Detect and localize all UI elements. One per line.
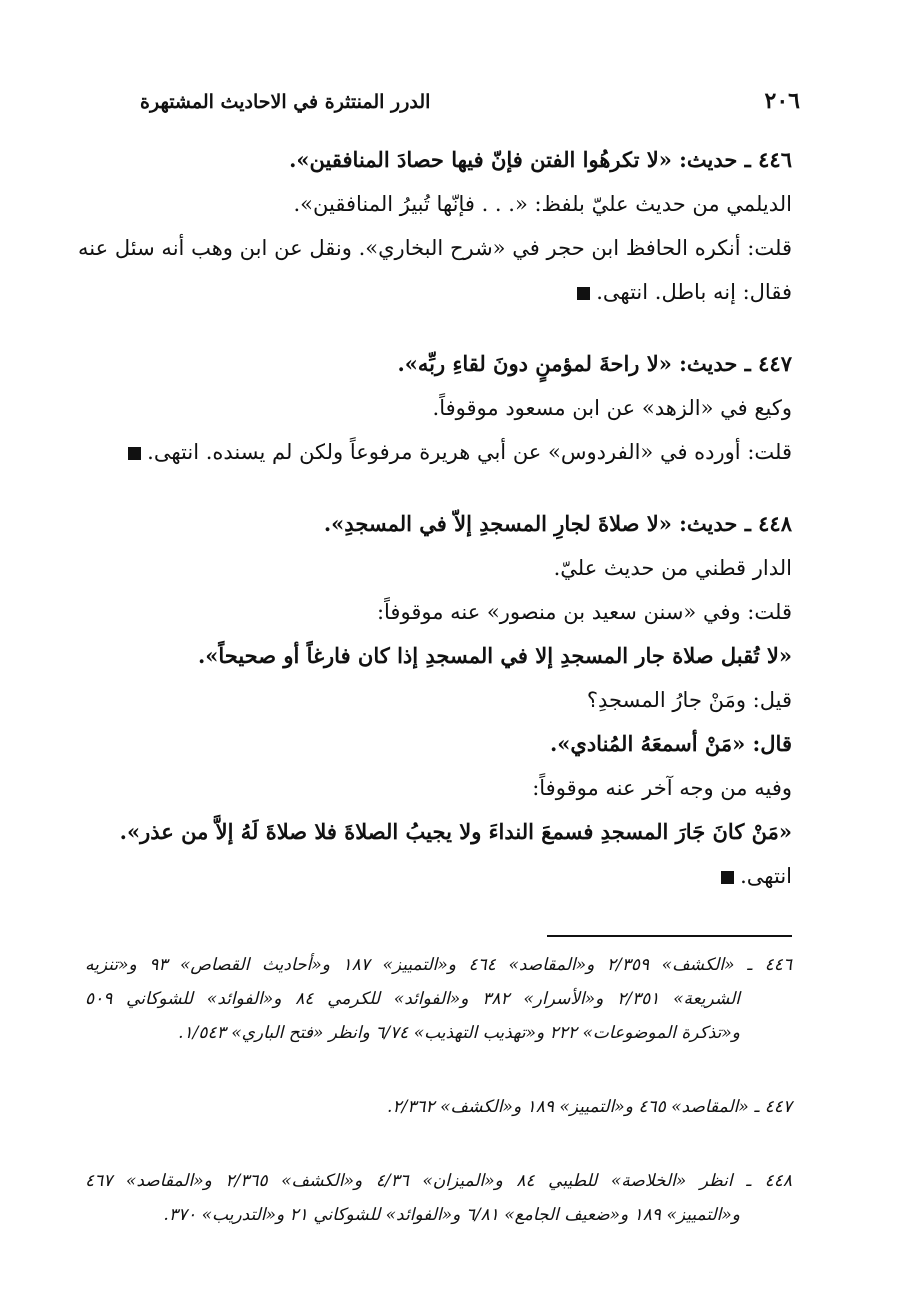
entry-line-text: فقال: إنه باطل. انتهى. bbox=[596, 280, 792, 304]
entry-line: قلت: أنكره الحافظ ابن حجر في «شرح البخاري». ونقل عن ابن وهب أنه سئل عنه bbox=[78, 236, 792, 260]
end-of-entry-mark bbox=[721, 871, 734, 884]
hadith-heading: ٤٤٧ ـ حديث: «لا راحةَ لمؤمنٍ دونَ لقاءِ ربِّه». bbox=[397, 351, 792, 376]
footnote-line: ٤٤٧ ـ «المقاصد» ٤٦٥ و«التمييز» ١٨٩ و«الكشف» ٢/٣٦٢. bbox=[387, 1097, 792, 1117]
footnote-447 bbox=[85, 1090, 792, 1124]
footnote-line: و«التمييز» ١٨٩ و«ضعيف الجامع» ٦/٨١ و«الفوائد» للشوكاني ٢١ و«التدريب» ٣٧٠. bbox=[163, 1205, 740, 1225]
end-of-entry-mark bbox=[128, 447, 141, 460]
entry-line: وفيه من وجه آخر عنه موقوفاً: bbox=[532, 776, 792, 800]
footnote-446 bbox=[85, 948, 792, 1050]
quoted-hadith-line: «مَنْ كانَ جَارَ المسجدِ فسمعَ النداءَ ولا يجيبُ الصلاةَ فلا صلاةَ لَهُ إلاَّ من عذر». bbox=[119, 819, 792, 844]
entry-line: قلت: وفي «سنن سعيد بن منصور» عنه موقوفاً: bbox=[376, 600, 792, 624]
footnote-line: الشريعة» ٢/٣٥١ و«الأسرار» ٣٨٢ و«الفوائد» للكرمي ٨٤ و«الفوائد» للشوكاني ٥٠٩ bbox=[85, 989, 740, 1009]
hadith-entry-448 bbox=[78, 502, 792, 898]
entry-line bbox=[78, 430, 792, 474]
footnote-line: و«تذكرة الموضوعات» ٢٢٢ و«تهذيب التهذيب» ٦/٧٤ وانظر «فتح الباري» ١/٥٤٣. bbox=[178, 1023, 740, 1043]
hadith-heading: ٤٤٨ ـ حديث: «لا صلاةَ لجارِ المسجدِ إلاّ في المسجدِ». bbox=[323, 511, 792, 536]
quoted-hadith-line: «لا تُقبل صلاة جار المسجدِ إلا في المسجدِ إذا كان فارغاً أو صحيحاً». bbox=[197, 643, 792, 668]
entry-line: قيل: ومَنْ جارُ المسجدِ؟ bbox=[586, 688, 792, 712]
footnotes bbox=[85, 948, 792, 1232]
running-head bbox=[140, 88, 800, 114]
entry-line bbox=[78, 854, 792, 898]
footnote-separator-rule bbox=[547, 935, 792, 937]
entry-line-text: قلت: أورده في «الفردوس» عن أبي هريرة مرفوعاً ولكن لم يسنده. انتهى. bbox=[147, 440, 792, 464]
footnote-line: ٤٤٦ ـ «الكشف» ٢/٣٥٩ و«المقاصد» ٤٦٤ و«التمييز» ١٨٧ و«أحاديث القصاص» ٩٣ و«تنزيه bbox=[85, 955, 792, 975]
quoted-hadith-line: قال: «مَنْ أسمعَهُ المُنادي». bbox=[549, 731, 792, 756]
footnote-448 bbox=[85, 1164, 792, 1232]
entry-line: وكيع في «الزهد» عن ابن مسعود موقوفاً. bbox=[432, 396, 792, 420]
entry-line: الديلمي من حديث عليّ بلفظ: «. . . فإنّها تُبيرُ المنافقين». bbox=[293, 192, 792, 216]
hadith-entry-447 bbox=[78, 342, 792, 474]
footnote-line: ٤٤٨ ـ انظر «الخلاصة» للطيبي ٨٤ و«الميزان» ٤/٣٦ و«الكشف» ٢/٣٦٥ و«المقاصد» ٤٦٧ bbox=[85, 1171, 792, 1191]
entry-line bbox=[78, 270, 792, 314]
hadith-entries bbox=[78, 138, 792, 898]
page-number: ٢٠٦ bbox=[764, 88, 800, 114]
entry-line: الدار قطني من حديث عليّ. bbox=[553, 556, 792, 580]
entry-line-text: انتهى. bbox=[740, 864, 792, 888]
hadith-entry-446 bbox=[78, 138, 792, 314]
end-of-entry-mark bbox=[577, 287, 590, 300]
running-head-title: الدرر المنتثرة في الاحاديث المشتهرة bbox=[140, 91, 431, 113]
hadith-heading: ٤٤٦ ـ حديث: «لا تكرهُوا الفتن فإنّ فيها حصادَ المنافقين». bbox=[289, 147, 792, 172]
